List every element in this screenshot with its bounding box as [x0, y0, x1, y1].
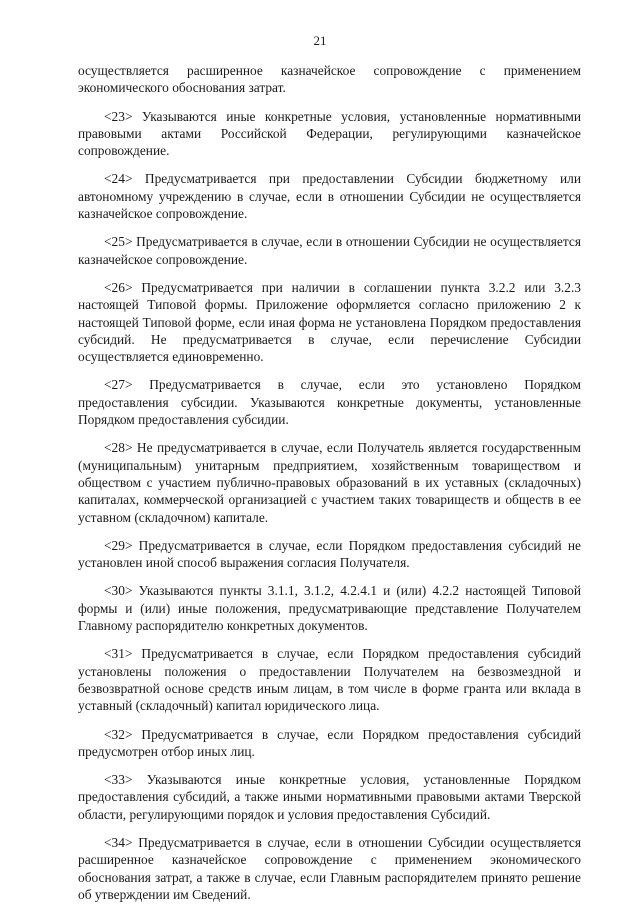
page-number: 21: [313, 33, 327, 48]
footnote-34: <34> Предусматривается в случае, если в отношении Субсидии осуществляется расширенное казначейское сопровождение с применением экономического обоснования затрат, а также в случае, если Главным распорядителем принято решение об утверждении им Сведений.: [78, 834, 581, 902]
footnote-31: <31> Предусматривается в случае, если Порядком предоставления субсидий установлены положения о предоставлении Получателем на безвозмездной и безвозвратной основе средств иным лицам, в том числе в форме гранта или вклада в уставный (складочный) капитал юридического лица.: [78, 646, 581, 714]
paragraph-continuation: осуществляется расширенное казначейское сопровождение с применением экономического обоснования затрат.: [78, 63, 581, 96]
footnote-26: <26> Предусматривается при наличии в соглашении пункта 3.2.2 или 3.2.3 настоящей Типовой формы. Приложение оформляется согласно приложению 2 к настоящей Типовой форме, если иная форма не установлена Порядком предоставления субсидий. Не предусматривается в случае, если перечисление Субсидии осуществляется единовременно.: [78, 279, 581, 365]
footnote-27: <27> Предусматривается в случае, если это установлено Порядком предоставления субсидии. Указываются конкретные документы, установленные Порядком предоставления субсидии.: [78, 377, 581, 428]
footnote-24: <24> Предусматривается при предоставлении Субсидии бюджетному или автономному учреждению в случае, если в отношении Субсидии не осуществляется казначейское сопровождение.: [78, 171, 581, 222]
footnote-33: <33> Указываются иные конкретные условия, установленные Порядком предоставления субсидий, а также иными нормативными правовыми актами Тверской области, регулирующими порядок и условия предоставления Субсидий.: [78, 772, 581, 822]
footnote-23: <23> Указываются иные конкретные условия, установленные нормативными правовыми актами Российской Федерации, регулирующими казначейское сопровождение.: [78, 108, 581, 159]
footnote-28: <28> Не предусматривается в случае, если Получатель является государственным (муниципальным) унитарным предприятием, хозяйственным товариществом и обществом с участием публично-правовых образований в их уставных (складочных) капиталах, коммерческой организацией с участием таких товариществ и обществ в ее уставном (складочном) капитале.: [78, 440, 581, 525]
footnote-25: <25> Предусматривается в случае, если в отношении Субсидии не осуществляется казначейское сопровождение.: [78, 234, 581, 267]
document-body: [78, 62, 581, 914]
footnote-32: <32> Предусматривается в случае, если Порядком предоставления субсидий предусмотрен отбор иных лиц.: [78, 726, 581, 759]
footnote-30: <30> Указываются пункты 3.1.1, 3.1.2, 4.2.4.1 и (или) 4.2.2 настоящей Типовой формы и (или) иные положения, предусматривающие представление Получателем Главному распорядителю конкретных документов.: [78, 583, 581, 634]
footnote-29: <29> Предусматривается в случае, если Порядком предоставления субсидий не установлен иной способ выражения согласия Получателя.: [78, 537, 581, 571]
